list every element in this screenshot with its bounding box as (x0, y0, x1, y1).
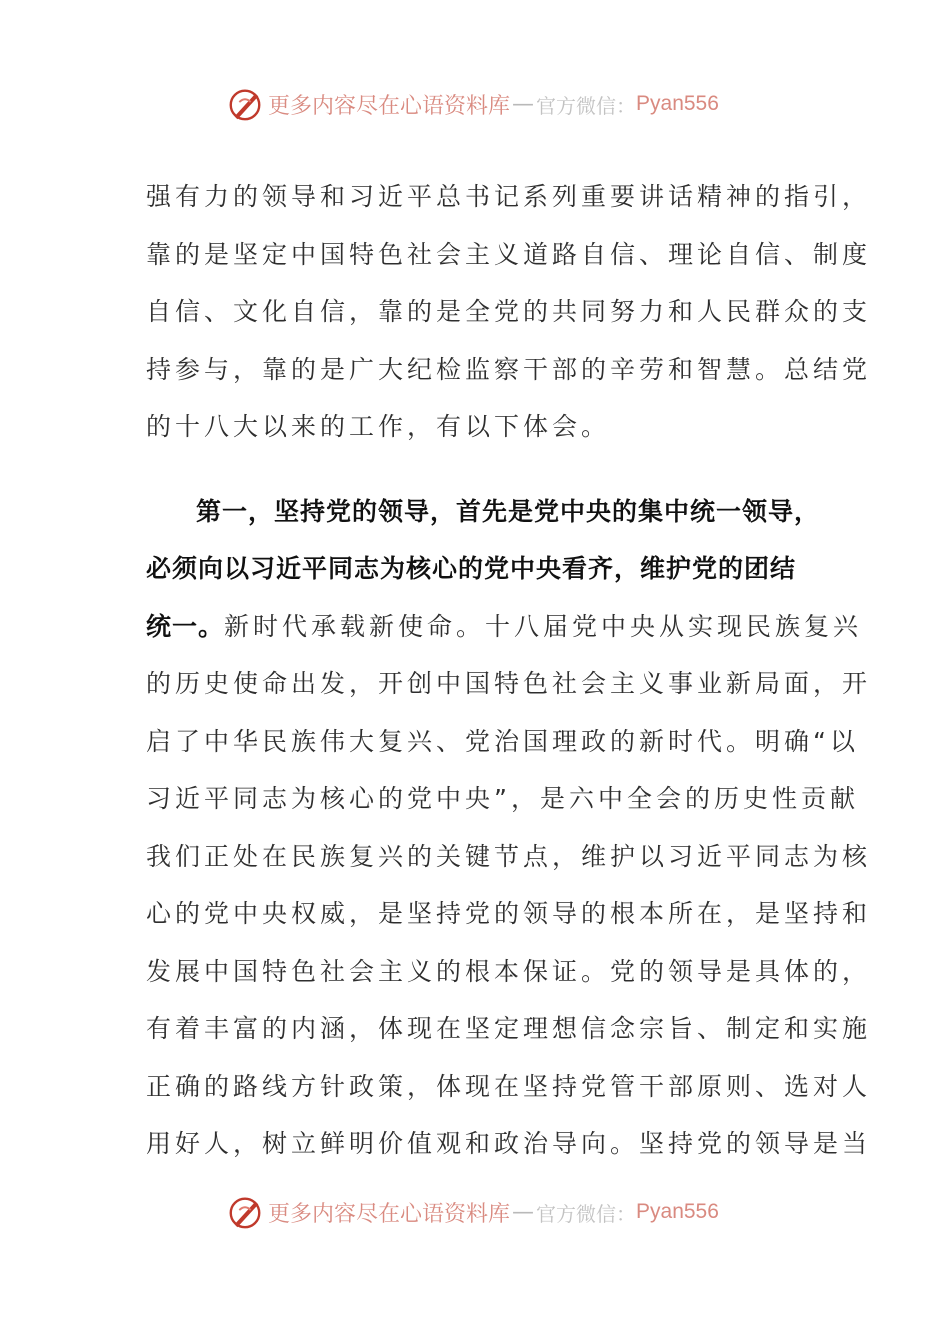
text-line: 自信、文化自信，靠的是全党的共同努力和人民群众的支 (146, 297, 872, 326)
paragraph-1 (146, 168, 872, 456)
watermark-site-text: 更多内容尽在心语资料库 (268, 1201, 511, 1227)
pen-logo-icon (226, 1193, 264, 1231)
text-line (146, 598, 863, 656)
text-line: 发展中国特色社会主义的根本保证。党的领导是具体的， (146, 956, 872, 986)
bold-heading-end: 统一。 (146, 611, 225, 641)
watermark-wechat-label: 官方微信： (536, 93, 637, 118)
bold-heading-line: 第一，坚持党的领导，首先是党中央的集中统一领导， (196, 496, 821, 526)
text-line: 强有力的领导和习近平总书记系列重要讲话精神的指引， (146, 182, 872, 211)
text-line: 我们正处在民族复兴的关键节点，维护以习近平同志为核 (146, 841, 872, 871)
bold-heading-line: 必须向以习近平同志为核心的党中央看齐，维护党的团结 (146, 554, 797, 583)
text-span: 新时代承载新使命。十八届党中央从实现民族复兴 (224, 611, 863, 641)
watermark-dash: — (512, 1199, 535, 1225)
text-line: 持参与，靠的是广大纪检监察干部的辛劳和智慧。总结党 (146, 354, 872, 384)
watermark-dash: — (512, 91, 535, 117)
text-line: 的历史使命出发，开创中国特色社会主义事业新局面，开 (146, 669, 872, 698)
watermark-wechat-id: Pyan556 (636, 92, 719, 115)
paragraph-2 (146, 483, 872, 1173)
document-body (146, 168, 872, 1173)
text-line: 有着丰富的内涵，体现在坚定理想信念宗旨、制定和实施 (146, 1014, 872, 1043)
text-line: 正确的路线方针政策，体现在坚持党管干部原则、选对人 (146, 1071, 872, 1101)
watermark-wechat-id: Pyan556 (636, 1200, 719, 1223)
text-line: 习近平同志为核心的党中央”，是六中全会的历史性贡献 (146, 784, 859, 813)
watermark-site-text: 更多内容尽在心语资料库 (268, 93, 511, 119)
text-line: 的十八大以来的工作，有以下体会。 (146, 412, 611, 441)
text-line: 用好人，树立鲜明价值观和政治导向。坚持党的领导是当 (146, 1129, 872, 1158)
pen-logo-icon (226, 85, 264, 123)
text-line: 心的党中央权威，是坚持党的领导的根本所在，是坚持和 (146, 899, 872, 928)
text-line: 启了中华民族伟大复兴、党治国理政的新时代。明确“以 (146, 726, 859, 756)
header-watermark (226, 84, 746, 124)
text-line: 靠的是坚定中国特色社会主义道路自信、理论自信、制度 (146, 239, 872, 269)
watermark-wechat-label: 官方微信： (536, 1201, 637, 1226)
footer-watermark (226, 1192, 746, 1232)
